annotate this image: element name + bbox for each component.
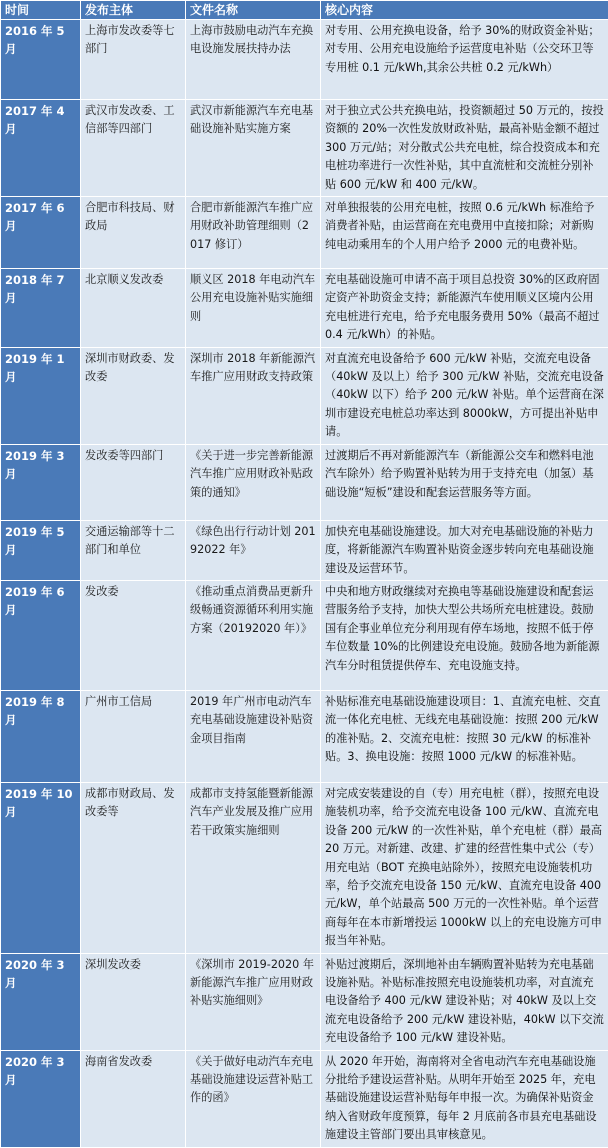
- cell-time: 2019 年 6 月: [1, 580, 81, 690]
- header-document: 文件名称: [186, 1, 321, 20]
- cell-document: 《深圳市 2019-2020 年新能源汽车推广应用财政补贴实施细则》: [186, 953, 321, 1050]
- cell-issuer: 深圳市财政委、发改委: [81, 347, 186, 444]
- cell-document: 深圳市 2018 年新能源汽车推广应用财政支持政策: [186, 347, 321, 444]
- table-row: [1, 1050, 608, 1147]
- header-row: [1, 1, 608, 20]
- cell-issuer: 成都市财政局、发改委等: [81, 782, 186, 953]
- cell-issuer: 北京顺义发改委: [81, 269, 186, 348]
- cell-document: 《推动重点消费品更新升级畅通资源循环利用实施方案（20192020 年）》: [186, 580, 321, 690]
- cell-issuer: 上海市发改委等七部门: [81, 20, 186, 100]
- cell-time: 2019 年 8 月: [1, 690, 81, 782]
- cell-issuer: 发改委等四部门: [81, 444, 186, 520]
- cell-content: 充电基础设施可申请不高于项目总投资 30%的区政府固定资产补助资金支持；新能源汽车使用顺义区境内公用充电桩进行充电，给予充电服务费用 50%（最高不超过 0.4 元/kWh）的补贴。: [321, 269, 608, 348]
- cell-issuer: 合肥市科技局、财政局: [81, 197, 186, 269]
- cell-document: 《关于进一步完善新能源汽车推广应用财政补贴政策的通知》: [186, 444, 321, 520]
- cell-time: 2020 年 3 月: [1, 953, 81, 1050]
- header-issuer: 发布主体: [81, 1, 186, 20]
- table-row: [1, 953, 608, 1050]
- cell-issuer: 海南省发改委: [81, 1050, 186, 1147]
- cell-document: 顺义区 2018 年电动汽车公用充电设施补贴实施细则: [186, 269, 321, 348]
- cell-time: 2019 年 5 月: [1, 520, 81, 580]
- cell-issuer: 深圳发改委: [81, 953, 186, 1050]
- cell-document: 成都市支持氢能暨新能源汽车产业发展及推广应用若干政策实施细则: [186, 782, 321, 953]
- table-row: [1, 444, 608, 520]
- cell-time: 2017 年 6 月: [1, 197, 81, 269]
- cell-time: 2018 年 7 月: [1, 269, 81, 348]
- cell-time: 2019 年 10 月: [1, 782, 81, 953]
- cell-document: 《关于做好电动汽车充电基础设施建设运营补贴工作的函》: [186, 1050, 321, 1147]
- table-row: [1, 269, 608, 348]
- cell-content: 对单独报装的公用充电桩，按照 0.6 元/kWh 标准给予消费者补贴，由运营商在充电费用中直接扣除；对新购纯电动乘用车的个人用户给予 2000 元的电费补贴。: [321, 197, 608, 269]
- cell-document: 武汉市新能源汽车充电基础设施补贴实施方案: [186, 100, 321, 197]
- cell-content: 补贴过渡期后，深圳地补由车辆购置补贴转为充电基础设施补贴。补贴标准按照充电设施装机功率，对直流充电设备给予 400 元/kW 建设补贴；对 40kW 及以上交流充电设备给予 200 元/kW 建设补贴，40kW 以下交流充电设备给予 100 元/kW 建设补贴。: [321, 953, 608, 1050]
- cell-document: 《绿色出行行动计划 20192022 年》: [186, 520, 321, 580]
- cell-time: 2019 年 1 月: [1, 347, 81, 444]
- cell-time: 2019 年 3 月: [1, 444, 81, 520]
- table-row: [1, 580, 608, 690]
- cell-document: 2019 年广州市电动汽车充电基础设施建设补贴资金项目指南: [186, 690, 321, 782]
- table-row: [1, 690, 608, 782]
- table-row: [1, 20, 608, 100]
- cell-issuer: 交通运输部等十二部门和单位: [81, 520, 186, 580]
- cell-content: 过渡期后不再对新能源汽车（新能源公交车和燃料电池汽车除外）给予购置补贴转为用于支持充电（加氢）基础设施“短板”建设和配套运营服务等方面。: [321, 444, 608, 520]
- cell-time: 2017 年 4 月: [1, 100, 81, 197]
- cell-content: 从 2020 年开始，海南将对全省电动汽车充电基础设施分批给予建设运营补贴。从明年开始至 2025 年，充电基础设施建设运营补贴每年申报一次。为确保补贴资金纳入省财政年度预算，每年 2 月底前各市县充电基础设施建设主管部门要出具审核意见。: [321, 1050, 608, 1147]
- cell-content: 中央和地方财政继续对充换电等基础设施建设和配套运营服务给予支持，加快大型公共场所充电桩建设。鼓励国有企事业单位充分利用现有停车场地，按照不低于停车位数量 10%的比例建设充电设施。鼓励各地为新能源汽车分时租赁提供停车、充电设施支持。: [321, 580, 608, 690]
- cell-time: 2016 年 5 月: [1, 20, 81, 100]
- table-row: [1, 197, 608, 269]
- cell-content: 对专用、公用充换电设备，给予 30%的财政资金补贴；对专用、公用充电设施给予运营度电补贴（公交环卫等专用桩 0.1 元/kWh,其余公共桩 0.2 元/kWh）: [321, 20, 608, 100]
- table-row: [1, 520, 608, 580]
- cell-issuer: 武汉市发改委、工信部等四部门: [81, 100, 186, 197]
- cell-content: 加快充电基础设施建设。加大对充电基础设施的补贴力度，将新能源汽车购置补贴资金逐步转向充电基础设施建设及运营环节。: [321, 520, 608, 580]
- cell-content: 补贴标准充电基础设施建设项目：1、直流充电桩、交直流一体化充电桩、无线充电基础设施：按照 200 元/kW 的准补贴。2、交流充电桩：按照 30 元/kW 的标准补贴。3、换电设施：按照 1000 元/kW 的标准补贴。: [321, 690, 608, 782]
- cell-time: 2020 年 3 月: [1, 1050, 81, 1147]
- cell-content: 对完成安装建设的自（专）用充电桩（群），按照充电设施装机功率，给予交流充电设备 100 元/kW、直流充电设备 200 元/kW 的一次性补贴，单个充电桩（群）最高 20 万元。对新建、改建、扩建的经营性集中式公（专）用充电站（BOT 充换电站除外），按照充电设施装机功率，给予交流充电设备 150 元/kW、直流充电设备 400 元/kW，单个站最高 500 万元的一次性补贴。单个运营商每年在本市新增投运 1000kW 以上的充电设施方可申报当年补贴。: [321, 782, 608, 953]
- cell-content: 对直流充电设备给予 600 元/kW 补贴，交流充电设备（40kW 及以上）给予 300 元/kW 补贴，交流充电设备（40kW 以下）给予 200 元/kW 补贴。单个运营商在深圳市建设充电桩总功率达到 8000kW，方可提出补贴申请。: [321, 347, 608, 444]
- cell-document: 合肥市新能源汽车推广应用财政补助管理细则（2017 修订）: [186, 197, 321, 269]
- table-row: [1, 782, 608, 953]
- cell-issuer: 广州市工信局: [81, 690, 186, 782]
- header-content: 核心内容: [321, 1, 608, 20]
- cell-document: 上海市鼓励电动汽车充换电设施发展扶持办法: [186, 20, 321, 100]
- table-row: [1, 100, 608, 197]
- cell-content: 对于独立式公共充换电站，投资额超过 50 万元的，按投资额的 20%一次性发放财政补贴，最高补贴金额不超过 300 万元/站；对分散式公共充电桩，综合投资成本和充电桩功率进行一次性补贴，其中直流桩和交流桩分别补贴 600 元/kW 和 400 元/kW。: [321, 100, 608, 197]
- header-time: 时间: [1, 1, 81, 20]
- cell-issuer: 发改委: [81, 580, 186, 690]
- table-row: [1, 347, 608, 444]
